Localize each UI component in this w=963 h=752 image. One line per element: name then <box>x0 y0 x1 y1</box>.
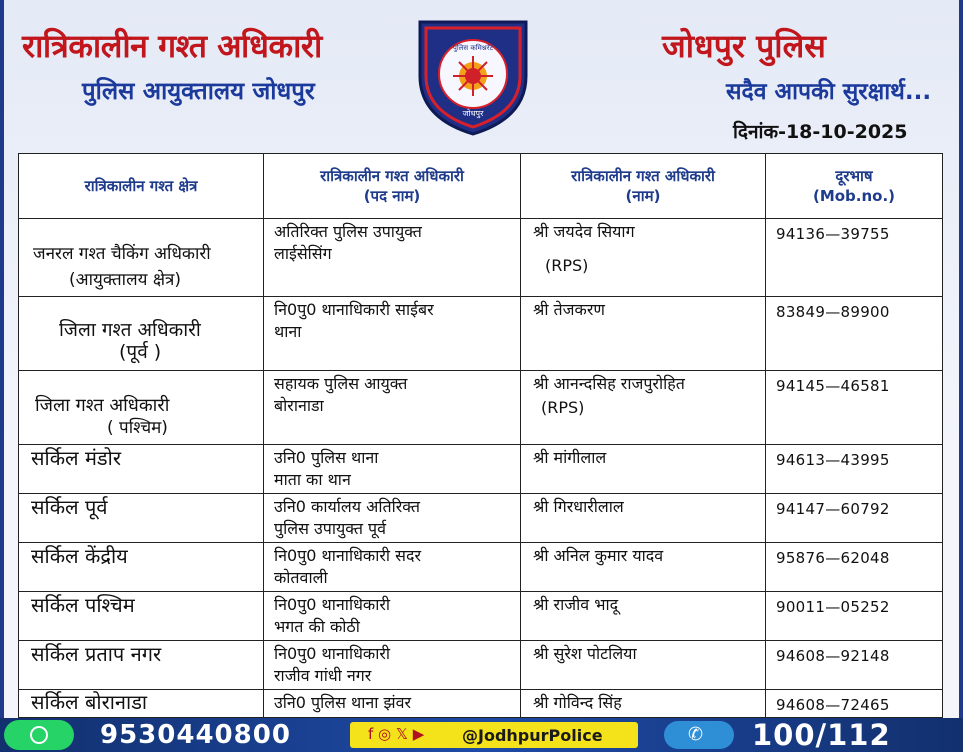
officer-name-cell: श्री जयदेव सियाग (RPS) <box>521 219 766 297</box>
whatsapp-number[interactable]: 9530440800 <box>100 720 291 750</box>
designation-cell: सहायक पुलिस आयुक्त बोरानाडा <box>264 371 521 445</box>
table-row <box>19 494 943 543</box>
patrol-table-container <box>18 153 942 718</box>
designation-cell: नि0पु0 थानाधिकारी साईबर थाना <box>264 297 521 371</box>
officer-name-cell: श्री सुरेश पोटलिया <box>521 641 766 690</box>
org-title: जोधपुर पुलिस <box>662 27 826 65</box>
designation-cell: नि0पु0 थानाधिकारी भगत की कोठी <box>264 592 521 641</box>
table-row <box>19 219 943 297</box>
area-cell: सर्किल बोरानाडा <box>19 690 264 718</box>
area-cell: सर्किल पूर्व <box>19 494 264 543</box>
badge-text-top: पुलिस कमिश्नरेट <box>452 44 494 52</box>
org-tagline: सदैव आपकी सुरक्षार्थ... <box>726 79 932 105</box>
phone-icon[interactable]: ✆ <box>664 721 734 749</box>
header-designation: रात्रिकालीन गश्त अधिकारी (पद नाम) <box>264 154 521 219</box>
table-row <box>19 641 943 690</box>
badge-text-bottom: जोधपुर <box>462 109 484 118</box>
table-row <box>19 690 943 718</box>
designation-cell: अतिरिक्त पुलिस उपायुक्त लाईसेसिंग <box>264 219 521 297</box>
mobile-number-cell[interactable]: 94608—92148 <box>766 641 943 690</box>
area-cell: सर्किल केंद्रीय <box>19 543 264 592</box>
police-badge-logo <box>412 14 534 136</box>
area-cell: सर्किल मंडोर <box>19 445 264 494</box>
mobile-number-cell[interactable]: 94145—46581 <box>766 371 943 445</box>
header-phone: दूरभाष (Mob.no.) <box>766 154 943 219</box>
header-officer-name: रात्रिकालीन गश्त अधिकारी (नाम) <box>521 154 766 219</box>
mobile-number-cell[interactable]: 94608—72465 <box>766 690 943 718</box>
officer-name-cell: श्री राजीव भादू <box>521 592 766 641</box>
page-subtitle: पुलिस आयुक्तालय जोधपुर <box>82 77 315 105</box>
officer-name-cell: श्री गिरधारीलाल <box>521 494 766 543</box>
table-header-row <box>19 154 943 219</box>
officer-name-cell: श्री अनिल कुमार यादव <box>521 543 766 592</box>
social-media-icons: f ◎ 𝕏 ▶ <box>368 725 425 743</box>
designation-cell: उनि0 पुलिस थाना माता का थान <box>264 445 521 494</box>
emergency-number[interactable]: 100/112 <box>752 718 891 752</box>
patrol-officers-table <box>18 153 943 718</box>
mobile-number-cell[interactable]: 94613—43995 <box>766 445 943 494</box>
designation-cell: उनि0 कार्यालय अतिरिक्त पुलिस उपायुक्त पूर्व <box>264 494 521 543</box>
mobile-number-cell[interactable]: 94147—60792 <box>766 494 943 543</box>
table-row <box>19 543 943 592</box>
table-row <box>19 371 943 445</box>
table-row <box>19 297 943 371</box>
mobile-number-cell[interactable]: 95876—62048 <box>766 543 943 592</box>
officer-name-cell: श्री तेजकरण <box>521 297 766 371</box>
date-label: दिनांक-18-10-2025 <box>733 121 908 143</box>
social-handle[interactable]: @JodhpurPolice <box>462 726 603 745</box>
area-cell: जिला गश्त अधिकारी (पूर्व ) <box>19 297 264 371</box>
page-title: रात्रिकालीन गश्त अधिकारी <box>22 27 322 65</box>
designation-cell: नि0पु0 थानाधिकारी राजीव गांधी नगर <box>264 641 521 690</box>
designation-cell: उनि0 पुलिस थाना झंवर <box>264 690 521 718</box>
social-media-box[interactable] <box>350 722 638 748</box>
left-border-stripe <box>0 0 4 720</box>
area-cell: जनरल गश्त चैकिंग अधिकारी (आयुक्तालय क्षेत्र) <box>19 219 264 297</box>
right-border-stripe <box>959 0 963 720</box>
header-area: रात्रिकालीन गश्त क्षेत्र <box>19 154 264 219</box>
officer-name-cell: श्री मांगीलाल <box>521 445 766 494</box>
area-cell: सर्किल पश्चिम <box>19 592 264 641</box>
whatsapp-icon[interactable] <box>4 720 74 750</box>
designation-cell: नि0पु0 थानाधिकारी सदर कोतवाली <box>264 543 521 592</box>
mobile-number-cell[interactable]: 90011—05252 <box>766 592 943 641</box>
officer-name-cell: श्री आनन्दसिह राजपुरोहित (RPS) <box>521 371 766 445</box>
area-cell: जिला गश्त अधिकारी ( पश्चिम) <box>19 371 264 445</box>
mobile-number-cell[interactable]: 83849—89900 <box>766 297 943 371</box>
table-row <box>19 592 943 641</box>
footer-bar <box>0 718 963 752</box>
area-cell: सर्किल प्रताप नगर <box>19 641 264 690</box>
officer-name-cell: श्री गोविन्द सिंह <box>521 690 766 718</box>
mobile-number-cell[interactable]: 94136—39755 <box>766 219 943 297</box>
table-row <box>19 445 943 494</box>
